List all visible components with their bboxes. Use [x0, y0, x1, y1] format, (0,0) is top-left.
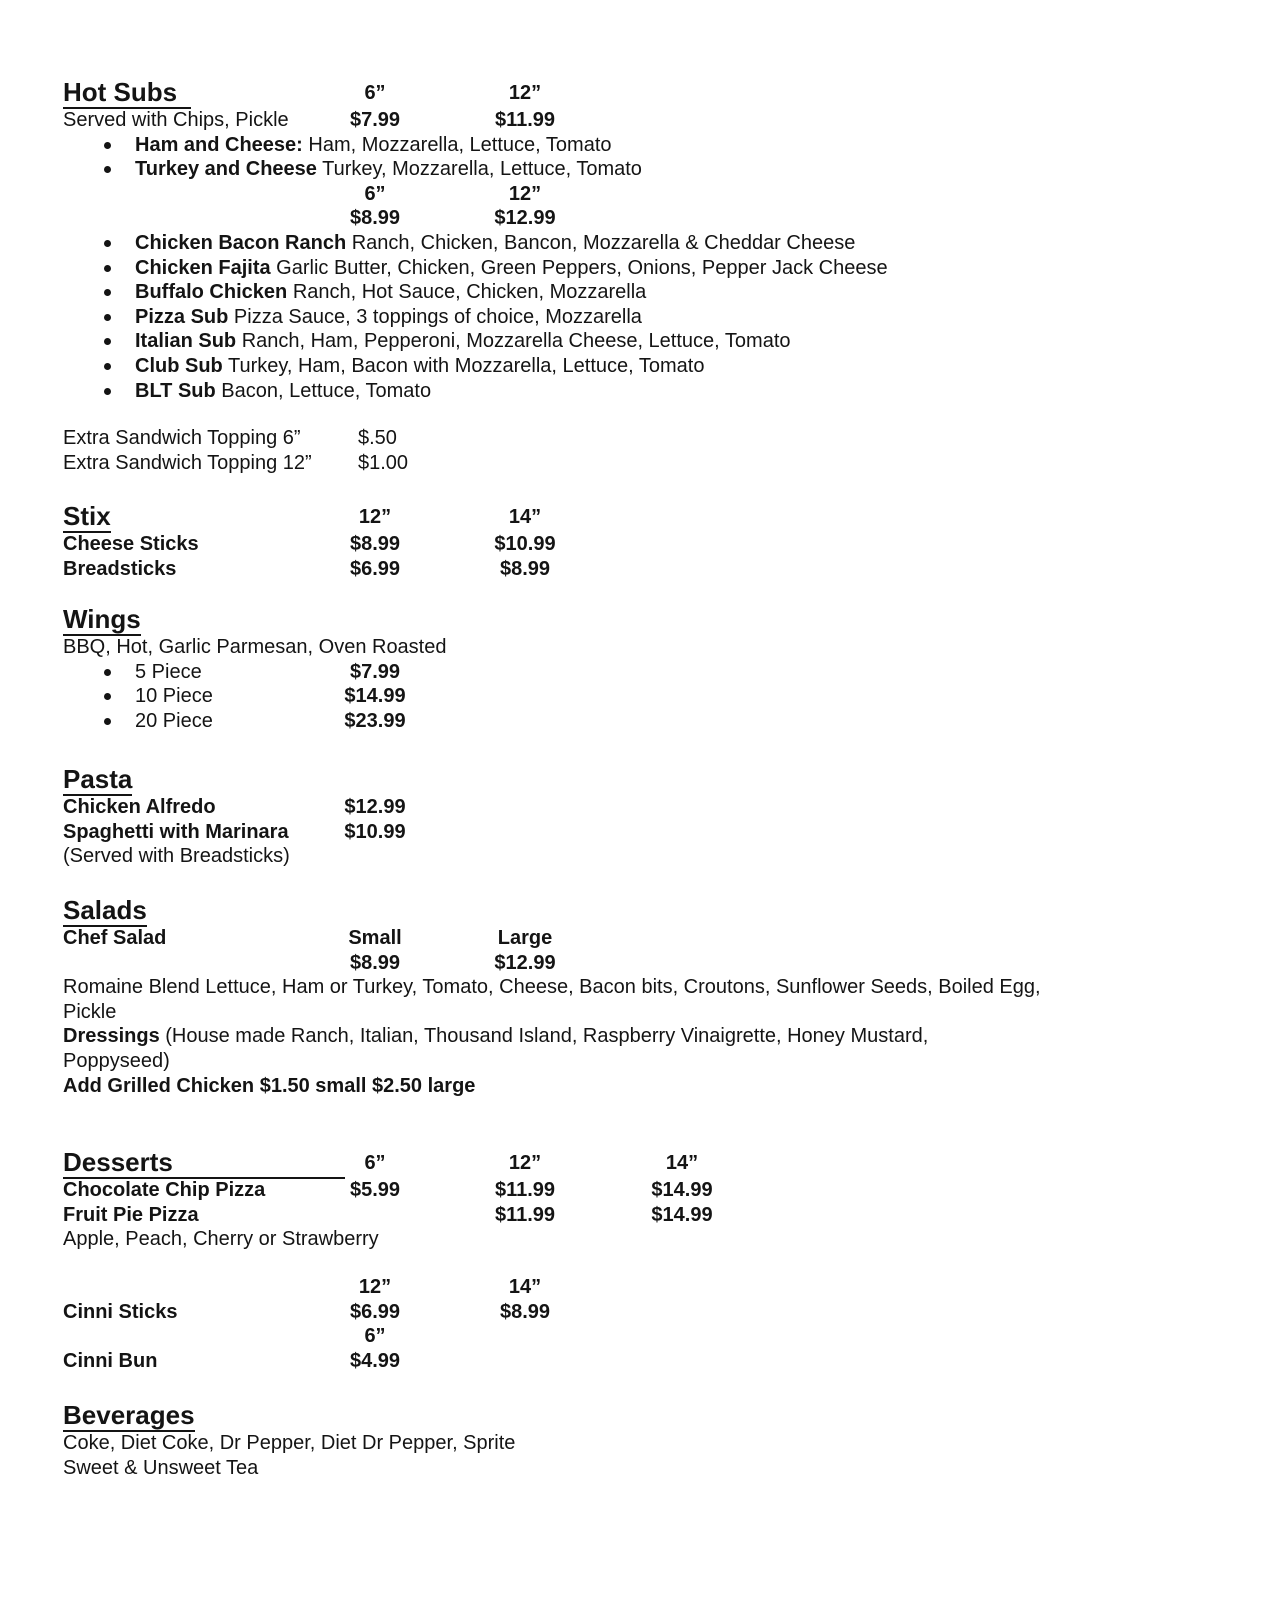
menu-item-name: Italian Sub — [135, 330, 237, 353]
menu-item-name: Buffalo Chicken — [135, 281, 288, 304]
menu-item-name: Fruit Pie Pizza — [63, 1203, 199, 1226]
menu-item-description: Pizza Sauce, 3 toppings of choice, Mozzarella — [233, 305, 642, 328]
menu-item-turkey-and-cheese — [63, 157, 1213, 182]
price-6in: $8.99 — [349, 207, 401, 230]
menu-item-club-sub — [63, 354, 1213, 379]
hot-subs-heading-row — [63, 78, 1213, 108]
dressings-list: (House made Ranch, Italian, Thousand Island, Raspberry Vinaigrette, Honey Mustard, — [159, 1025, 929, 1048]
price-12in: $6.99 — [349, 557, 401, 580]
menu-item-name: Chef Salad — [63, 927, 167, 949]
menu-item-name: 10 Piece — [135, 685, 213, 708]
menu-item-description: Garlic Butter, Chicken, Green Peppers, Onions, Pepper Jack Cheese — [276, 256, 888, 279]
section-pasta — [63, 765, 1213, 869]
size-header-14in: 14” — [665, 1152, 699, 1174]
price-6in: $7.99 — [349, 109, 401, 131]
price: $12.99 — [344, 796, 406, 818]
price: $23.99 — [344, 709, 406, 732]
section-extra-toppings — [63, 426, 1213, 475]
menu-item-name: Cheese Sticks — [63, 533, 199, 555]
section-salads — [63, 896, 1213, 1098]
menu-item-description: Turkey, Ham, Bacon with Mozzarella, Lettuce, Tomato — [227, 354, 705, 377]
cinni-size-header-row — [63, 1275, 1213, 1300]
wings-heading-row — [63, 605, 1213, 635]
price-6in: $4.99 — [349, 1349, 401, 1372]
menu-item-chicken-alfredo — [63, 795, 1213, 820]
price-12in: $8.99 — [349, 533, 401, 555]
price-12in: $12.99 — [494, 207, 556, 230]
price-large: $12.99 — [494, 951, 556, 974]
wings-flavors: BBQ, Hot, Garlic Parmesan, Oven Roasted — [63, 636, 447, 658]
pasta-note: (Served with Breadsticks) — [63, 845, 290, 868]
menu-item-description: Ham, Mozzarella, Lettuce, Tomato — [308, 133, 612, 156]
menu-item-name: 20 Piece — [135, 709, 213, 732]
price-14in: $14.99 — [651, 1179, 713, 1201]
hot-subs-mid-price-row — [63, 206, 1213, 231]
menu-item-description: Ranch, Ham, Pepperoni, Mozzarella Cheese, Lettuce, Tomato — [241, 330, 791, 353]
section-heading-beverages: Beverages — [63, 1400, 195, 1430]
section-heading-pasta: Pasta — [63, 764, 133, 794]
menu-item-cheese-sticks — [63, 532, 1213, 557]
size-header-14in: 14” — [508, 506, 542, 528]
extra-topping-12in-row — [63, 451, 1213, 476]
price-12in: $11.99 — [494, 1203, 556, 1226]
chef-salad-price-row — [63, 951, 1213, 976]
menu-item-name: Turkey and Cheese — [135, 158, 317, 181]
size-header-6in: 6” — [364, 182, 386, 205]
menu-item-name: Chicken Fajita — [135, 256, 271, 279]
menu-item-fruit-pie-pizza — [63, 1203, 1213, 1228]
menu-item-buffalo-chicken — [63, 280, 1213, 305]
cinni-bun-size-header-row — [63, 1324, 1213, 1349]
fruit-pie-flavors-note: Apple, Peach, Cherry or Strawberry — [63, 1228, 379, 1251]
section-beverages — [63, 1401, 1213, 1480]
menu-item-chocolate-chip-pizza — [63, 1178, 1213, 1203]
menu-item-breadsticks — [63, 557, 1213, 582]
section-heading-salads: Salads — [63, 895, 147, 925]
size-header-6in: 6” — [364, 82, 386, 104]
menu-item-name: 5 Piece — [135, 660, 202, 683]
salad-description-line1: Romaine Blend Lettuce, Ham or Turkey, Tomato, Cheese, Bacon bits, Croutons, Sunflower Seeds, Boiled Egg, — [63, 976, 1041, 999]
extra-topping-label: Extra Sandwich Topping 12” — [63, 451, 312, 474]
desserts-heading-row — [63, 1148, 1213, 1178]
menu-item-5-piece — [63, 660, 1213, 685]
menu-item-name: BLT Sub — [135, 379, 216, 402]
menu-item-name: Club Sub — [135, 354, 223, 377]
section-stix — [63, 502, 1213, 581]
section-heading-wings: Wings — [63, 604, 141, 634]
menu-item-name: Spaghetti with Marinara — [63, 820, 289, 843]
menu-item-cinni-bun — [63, 1349, 1213, 1374]
size-header-6in: 6” — [364, 1152, 386, 1174]
price-14in: $8.99 — [499, 557, 551, 580]
menu-item-chicken-fajita — [63, 256, 1213, 281]
menu-item-name: Cinni Sticks — [63, 1300, 178, 1323]
size-header-small: Small — [348, 927, 402, 949]
price: $14.99 — [344, 685, 406, 708]
size-header-12in: 12” — [358, 506, 392, 528]
price-14in: $10.99 — [494, 533, 556, 555]
menu-item-name: Pizza Sub — [135, 305, 229, 328]
menu-item-blt-sub — [63, 379, 1213, 404]
price-14in: $14.99 — [651, 1203, 713, 1226]
price-12in: $11.99 — [494, 1179, 556, 1201]
size-header-6in: 6” — [364, 1325, 386, 1348]
size-header-12in: 12” — [358, 1276, 392, 1298]
menu-item-name: Chocolate Chip Pizza — [63, 1179, 266, 1201]
dressings-line2: Poppyseed) — [63, 1049, 170, 1072]
size-header-12in: 12” — [508, 182, 542, 205]
menu-item-description: Ranch, Chicken, Bancon, Mozzarella & Cheddar Cheese — [351, 231, 856, 254]
extra-topping-6in-row — [63, 426, 1213, 451]
menu-item-name: Chicken Bacon Ranch — [135, 231, 347, 254]
section-wings — [63, 605, 1213, 733]
salads-heading-row — [63, 896, 1213, 926]
beverages-line2: Sweet & Unsweet Tea — [63, 1456, 259, 1479]
beverages-line1: Coke, Diet Coke, Dr Pepper, Diet Dr Pepper, Sprite — [63, 1432, 516, 1454]
salad-description-line2: Pickle — [63, 1000, 117, 1023]
beverages-heading-row — [63, 1401, 1213, 1431]
menu-item-chef-salad — [63, 926, 1213, 951]
section-heading-desserts: Desserts — [63, 1148, 345, 1179]
served-note: Served with Chips, Pickle — [63, 109, 289, 131]
menu-item-description: Ranch, Hot Sauce, Chicken, Mozzarella — [292, 281, 647, 304]
section-heading-stix: Stix — [63, 501, 111, 531]
size-header-12in: 12” — [508, 82, 542, 104]
menu-item-name: Breadsticks — [63, 557, 177, 580]
menu-item-name: Cinni Bun — [63, 1349, 158, 1372]
price: $1.00 — [358, 451, 409, 474]
section-hot-subs — [63, 78, 1213, 403]
menu-item-spaghetti-marinara — [63, 820, 1213, 845]
section-cinni — [63, 1275, 1213, 1373]
extra-topping-label: Extra Sandwich Topping 6” — [63, 427, 301, 449]
menu-item-name: Chicken Alfredo — [63, 796, 216, 818]
price-12in: $11.99 — [494, 109, 556, 131]
dressings-line — [63, 1024, 1213, 1049]
size-header-12in: 12” — [508, 1152, 542, 1174]
menu-item-description: Bacon, Lettuce, Tomato — [221, 379, 432, 402]
price: $.50 — [358, 427, 397, 449]
size-header-large: Large — [497, 927, 553, 949]
hot-subs-served-note-row — [63, 108, 1213, 133]
menu-item-cinni-sticks — [63, 1300, 1213, 1325]
price-14in: $8.99 — [499, 1300, 551, 1323]
price: $10.99 — [344, 820, 406, 843]
section-heading-hot-subs: Hot Subs — [63, 78, 191, 109]
price-12in: $6.99 — [349, 1300, 401, 1323]
price-small: $8.99 — [349, 951, 401, 974]
menu-item-description: Turkey, Mozzarella, Lettuce, Tomato — [322, 158, 642, 181]
menu-item-name: Ham and Cheese: — [135, 133, 303, 156]
menu-item-italian-sub — [63, 329, 1213, 354]
pasta-heading-row — [63, 765, 1213, 795]
size-header-14in: 14” — [508, 1276, 542, 1298]
dressings-label: Dressings — [63, 1025, 160, 1048]
hot-subs-mid-size-header-row — [63, 182, 1213, 207]
menu-item-chicken-bacon-ranch — [63, 231, 1213, 256]
menu-item-10-piece — [63, 684, 1213, 709]
add-grilled-chicken-note: Add Grilled Chicken $1.50 small $2.50 large — [63, 1074, 476, 1097]
menu-item-20-piece — [63, 709, 1213, 734]
stix-heading-row — [63, 502, 1213, 532]
section-desserts — [63, 1148, 1213, 1252]
price: $7.99 — [349, 660, 401, 683]
menu-item-pizza-sub — [63, 305, 1213, 330]
price-6in: $5.99 — [349, 1179, 401, 1201]
menu-item-ham-and-cheese — [63, 133, 1213, 158]
